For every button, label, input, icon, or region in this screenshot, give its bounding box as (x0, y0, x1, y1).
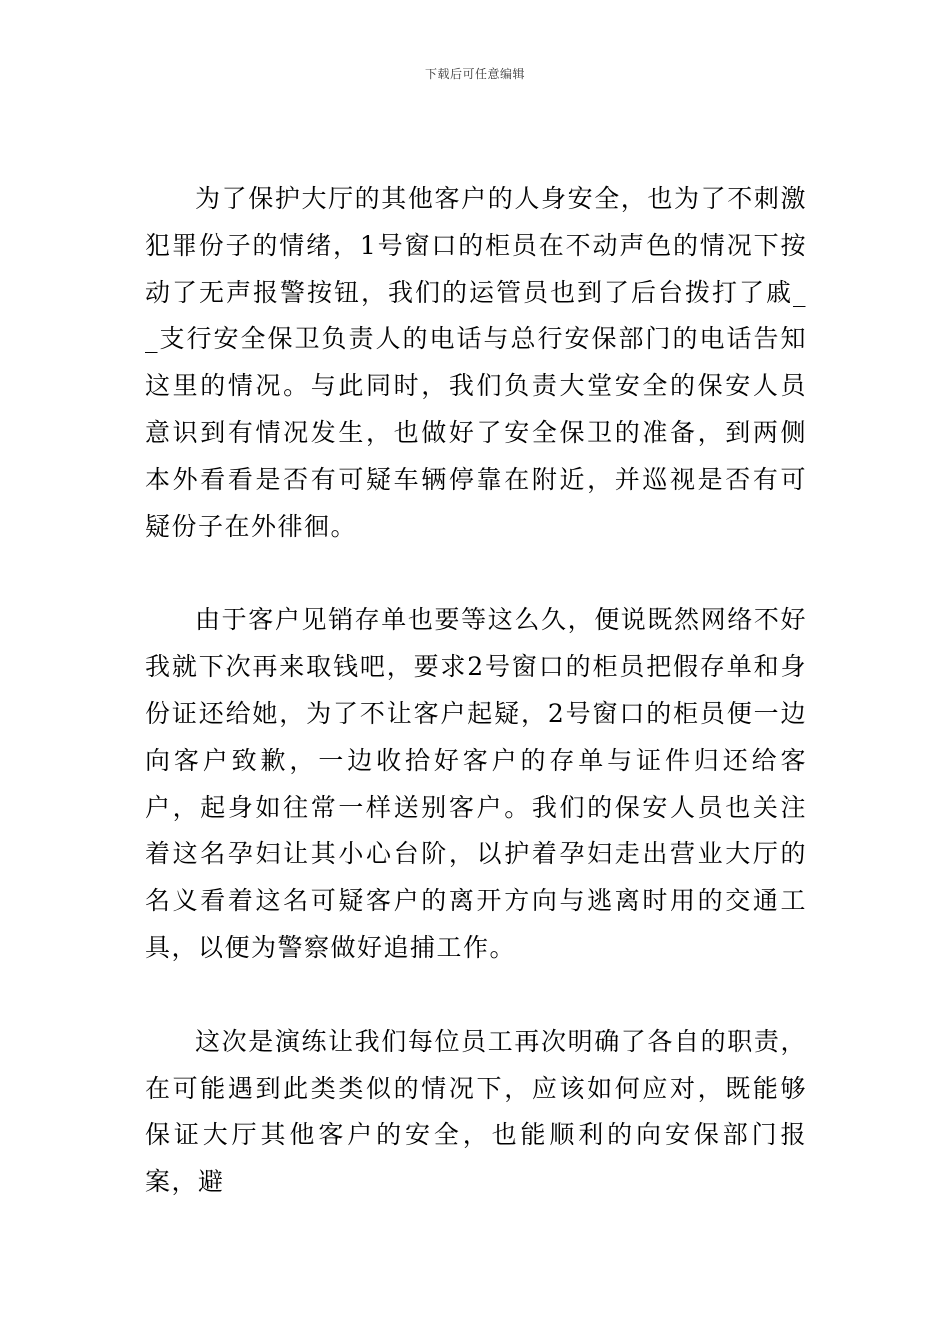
page-header: 下载后可任意编辑 (424, 67, 525, 81)
paragraph-3: 这次是演练让我们每位员工再次明确了各自的职责，在可能遇到此类类似的情况下，应该如何应对，既能够保证大厅其他客户的安全，也能顺利的向安保部门报案，避 (145, 1026, 807, 1197)
document-body (145, 176, 807, 1206)
paragraph-2: 由于客户见销存单也要等这么久，便说既然网络不好我就下次再来取钱吧，要求2号窗口的柜员把假存单和身份证还给她，为了不让客户起疑，2号窗口的柜员便一边向客户致歉，一边收拾好客户的存单与证件归还给客户，起身如往常一样送别客户。我们的保安人员也关注着这名孕妇让其小心台阶，以护着孕妇走出营业大厅的名义看着这名可疑客户的离开方向与逃离时用的交通工具，以便为警察做好追捕工作。 (145, 605, 807, 962)
paragraph-1: 为了保护大厅的其他客户的人身安全，也为了不刺激犯罪份子的情绪，1号窗口的柜员在不动声色的情况下按动了无声报警按钮，我们的运管员也到了后台拨打了戚__支行安全保卫负责人的电话与总行安保部门的电话告知这里的情况。与此同时，我们负责大堂安全的保安人员意识到有情况发生，也做好了安全保卫的准备，到两侧本外看看是否有可疑车辆停靠在附近，并巡视是否有可疑份子在外徘徊。 (145, 184, 807, 541)
